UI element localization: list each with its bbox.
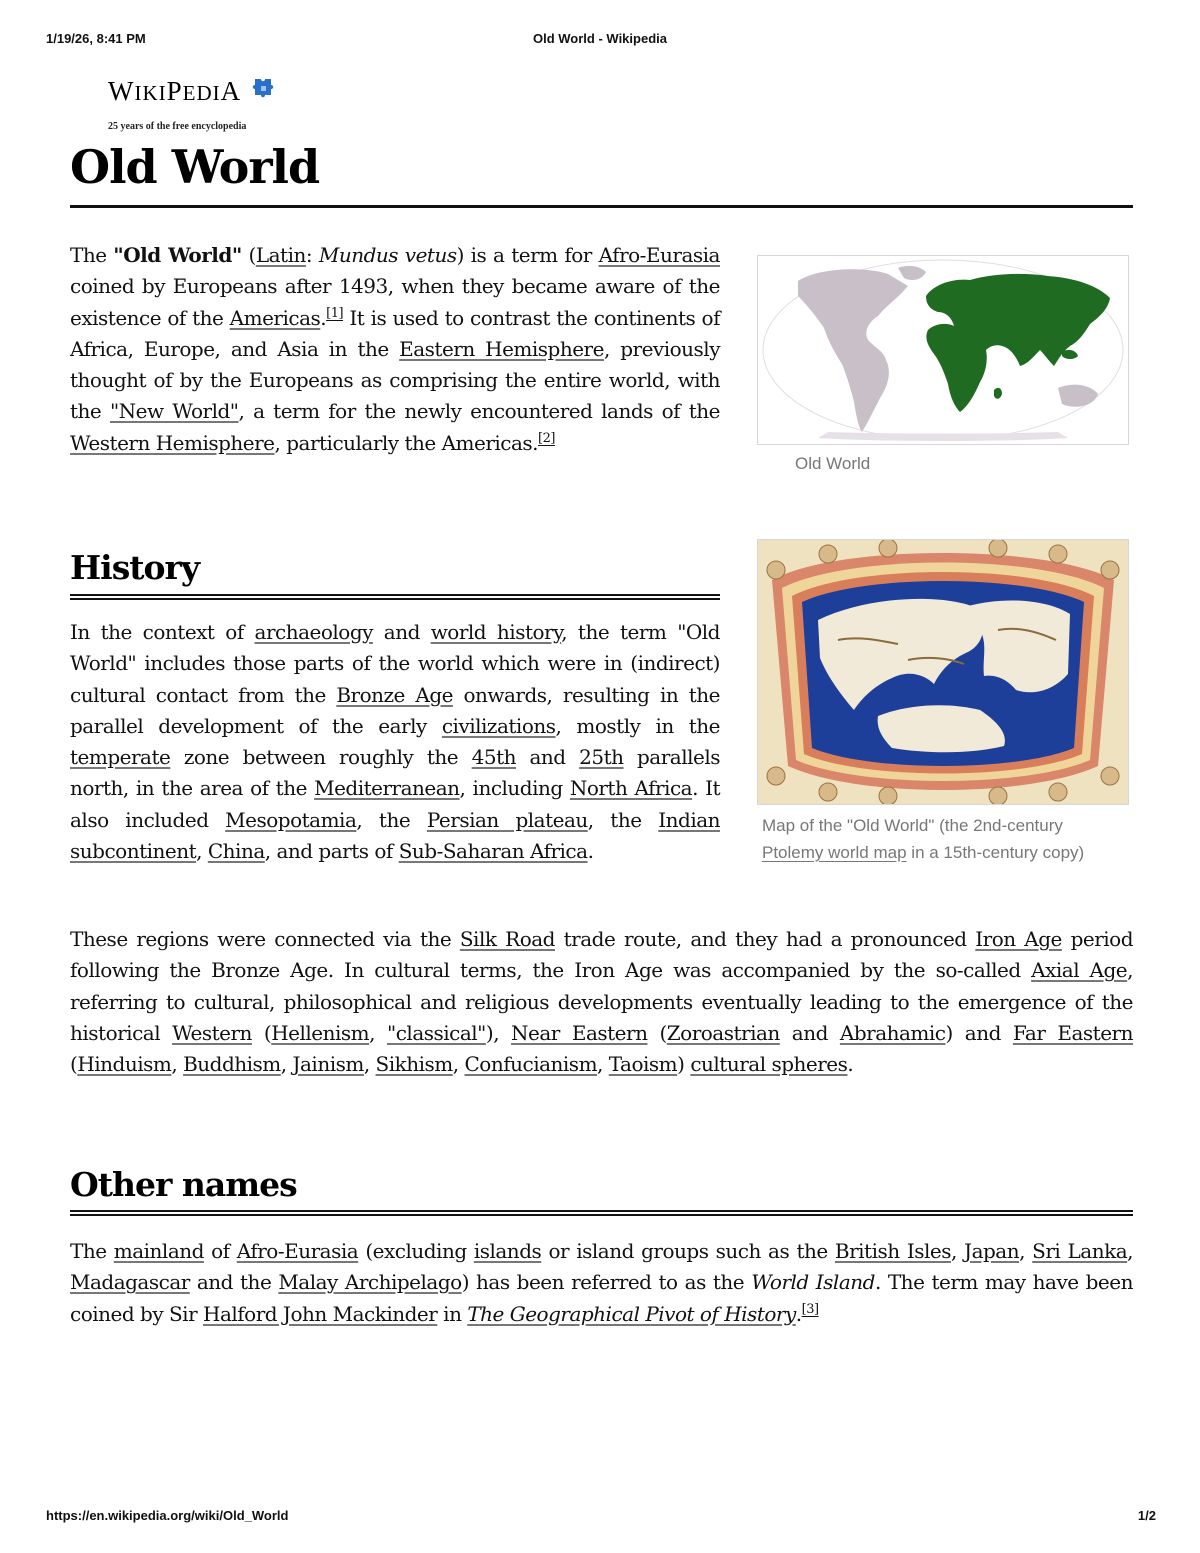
link-halford-mackinder[interactable]: Halford John Mackinder — [203, 1301, 438, 1326]
history-paragraph-1: In the context of archaeology and world history, the term "Old World" includes those parts of the world which were in (indirect) cultural contact from the Bronze Age onwards, resulting in the parallel development of the early civilizations, mostly in the temperate zone between roughly the 45th and 25th parallels north, in the area of the Mediterranean, including North Africa. It also included Mesopotamia, the Persian plateau, the Indian subcontinent, China, and parts of Sub-Saharan Africa. — [70, 620, 721, 864]
link-sikhism[interactable]: Sikhism — [375, 1052, 453, 1077]
title-divider — [70, 205, 1133, 208]
link-archaeology[interactable]: archaeology — [254, 620, 373, 644]
history-heading: History — [70, 548, 200, 587]
link-malay-archipelago[interactable]: Malay Archipelago — [278, 1270, 462, 1295]
link-hinduism[interactable]: Hinduism — [77, 1052, 172, 1077]
link-axial-age[interactable]: Axial Age — [1031, 958, 1128, 983]
link-china[interactable]: China — [207, 839, 265, 864]
link-far-eastern[interactable]: Far Eastern — [1012, 1020, 1133, 1045]
page-title: Old World — [70, 140, 320, 194]
link-persian-plateau[interactable]: Persian plateau — [426, 807, 588, 832]
ptolemy-map-image — [758, 540, 1128, 804]
print-page-title: Old World - Wikipedia — [533, 31, 667, 46]
ref-2[interactable]: [2] — [538, 430, 555, 446]
history-paragraph-2: These regions were connected via the Silk Road trade route, and they had a pronounced Iron Age period following the Bronze Age. In cultural terms, the Iron Age was accompanied by the so-called Axial Age, referring to cultural, philosophical and religious developments eventually leading to the emergence of the historical Western (Hellenism, "classical"), Near Eastern (Zoroastrian and Abrahamic) and Far Eastern (Hinduism, Buddhism, Jainism, Sikhism, Confucianism, Taoism) cultural spheres. — [70, 927, 1134, 1077]
print-url: https://en.wikipedia.org/wiki/Old_World — [46, 1508, 289, 1523]
other-names-divider — [70, 1210, 1133, 1216]
link-civilizations[interactable]: civilizations — [441, 713, 556, 738]
latin-term: Mundus vetus — [318, 243, 457, 267]
wikipedia-tagline: 25 years of the free encyclopedia — [108, 121, 247, 132]
link-mesopotamia[interactable]: Mesopotamia — [225, 807, 357, 832]
bold-term: "Old World" — [113, 243, 242, 267]
link-classical[interactable]: "classical" — [387, 1020, 486, 1045]
ref-1[interactable]: [1] — [326, 305, 344, 321]
puzzle-globe-icon — [249, 76, 277, 104]
link-islands[interactable]: islands — [473, 1239, 542, 1263]
ref-3[interactable]: [3] — [801, 1301, 819, 1317]
print-datetime: 1/19/26, 8:41 PM — [46, 31, 146, 46]
link-abrahamic[interactable]: Abrahamic — [839, 1020, 946, 1045]
link-western[interactable]: Western — [172, 1020, 252, 1045]
print-page-number: 1/2 — [1137, 1508, 1156, 1523]
other-names-heading: Other names — [70, 1165, 297, 1204]
link-mediterranean[interactable]: Mediterranean — [314, 776, 460, 801]
history-divider — [70, 594, 720, 600]
old-world-map-caption: Old World — [795, 454, 871, 473]
ptolemy-map-caption: Map of the "Old World" (the 2nd-century Ptolemy world map in a 15th-century copy) — [762, 816, 1085, 862]
other-names-paragraph: The mainland of Afro-Eurasia (excluding islands or island groups such as the British Isles, Japan, Sri Lanka, Madagascar and the Malay Archipelago) has been referred to as the World Island. The term may have been coined by Sir Halford John Mackinder in The Geographical Pivot of History.[3] — [70, 1239, 1134, 1326]
link-afro-eurasia[interactable]: Afro-Eurasia — [598, 243, 720, 267]
old-world-map-image — [758, 256, 1128, 444]
world-island-term: World Island — [751, 1270, 875, 1295]
link-japan[interactable]: Japan — [964, 1239, 1020, 1263]
link-25th-parallel[interactable]: 25th — [579, 745, 624, 770]
link-latin[interactable]: Latin — [255, 243, 306, 267]
link-sri-lanka[interactable]: Sri Lanka — [1032, 1239, 1128, 1263]
link-bronze-age[interactable]: Bronze Age — [336, 682, 453, 707]
lede-paragraph: The "Old World" (Latin: Mundus vetus) is a term for Afro-Eurasia coined by Europeans after 1493, when they became aware of the existence of the Americas.[1] It is used to contrast the continents of Africa, Europe, and Asia in the Eastern Hemisphere, previously thought of by the Europeans as comprising the entire world, with the "New World", a term for the newly encountered lands of the Western Hemisphere, particularly the Americas.[2] — [70, 243, 720, 455]
link-americas[interactable]: Americas — [229, 305, 321, 330]
link-silk-road[interactable]: Silk Road — [459, 927, 555, 951]
link-cultural-spheres[interactable]: cultural spheres — [690, 1052, 848, 1077]
link-ptolemy-world-map[interactable]: Ptolemy world map — [762, 843, 907, 862]
link-afro-eurasia-2[interactable]: Afro-Eurasia — [236, 1239, 359, 1263]
ptolemy-map-figure[interactable] — [757, 539, 1129, 805]
link-north-africa[interactable]: North Africa — [569, 776, 693, 801]
link-temperate[interactable]: temperate — [70, 745, 171, 770]
link-iron-age[interactable]: Iron Age — [975, 927, 1062, 951]
wikipedia-wordmark: WIKIPEDIA — [108, 76, 242, 106]
link-mainland[interactable]: mainland — [113, 1239, 204, 1263]
link-buddhism[interactable]: Buddhism — [183, 1052, 281, 1077]
link-sub-saharan-africa[interactable]: Sub-Saharan Africa — [398, 839, 588, 864]
link-confucianism[interactable]: Confucianism — [464, 1052, 598, 1077]
link-45th-parallel[interactable]: 45th — [471, 745, 516, 770]
link-jainism[interactable]: Jainism — [292, 1052, 364, 1077]
link-geographical-pivot[interactable]: The Geographical Pivot of History — [467, 1301, 796, 1326]
link-madagascar[interactable]: Madagascar — [70, 1270, 190, 1295]
link-hellenism[interactable]: Hellenism — [271, 1020, 370, 1045]
link-near-eastern[interactable]: Near Eastern — [511, 1020, 648, 1045]
link-eastern-hemisphere[interactable]: Eastern Hemisphere — [399, 336, 604, 361]
link-western-hemisphere[interactable]: Western Hemisphere — [70, 430, 275, 455]
link-taoism[interactable]: Taoism — [608, 1052, 678, 1077]
wikipedia-logo[interactable] — [108, 76, 277, 132]
link-zoroastrian[interactable]: Zoroastrian — [666, 1020, 780, 1045]
link-british-isles[interactable]: British Isles — [834, 1239, 951, 1263]
link-indian-subcontinent[interactable]: Indian subcontinent — [70, 807, 721, 864]
old-world-map-figure[interactable] — [757, 255, 1129, 445]
link-world-history[interactable]: world history — [430, 620, 562, 644]
link-new-world[interactable]: "New World" — [109, 399, 239, 424]
